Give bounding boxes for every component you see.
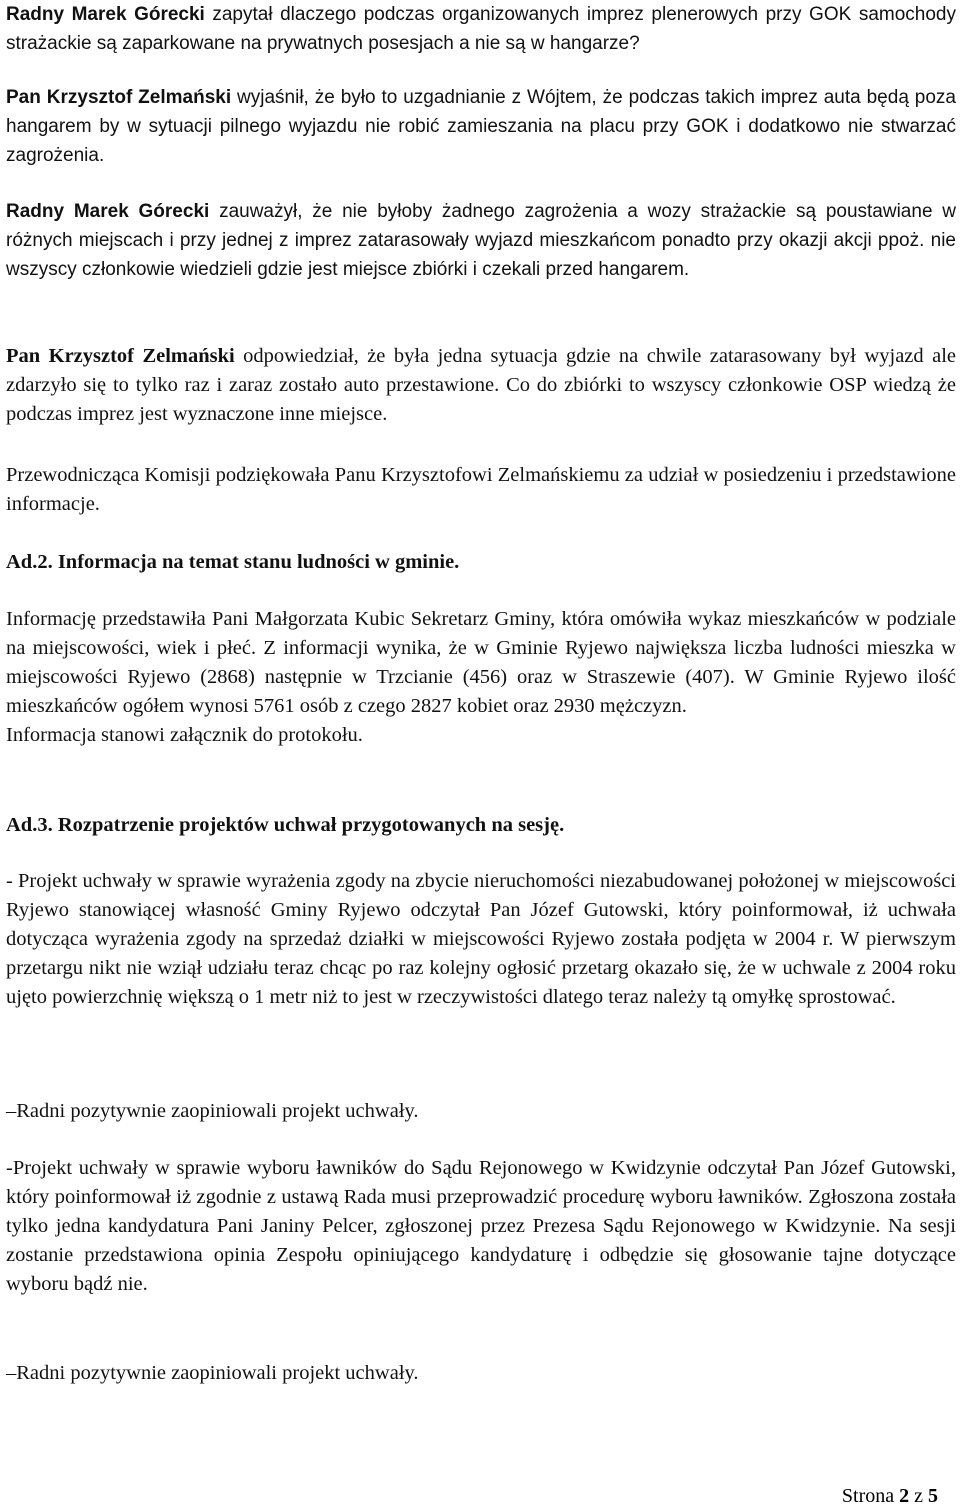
page-number-prefix: Strona: [841, 1485, 900, 1507]
paragraph-project-property: [6, 867, 956, 1012]
paragraph-text: Przewodnicząca Komisji podziękowała Panu Krzysztofowi Zelmańskiemu za udział w posiedzeniu i przedstawione informacje.: [6, 464, 956, 515]
paragraph-thanks: [6, 461, 956, 519]
speaker-name: Radny Marek Górecki: [6, 201, 210, 222]
speaker-name: Pan Krzysztof Zelmański: [6, 345, 235, 367]
paragraph-text-extra: Informacja stanowi załącznik do protokołu.: [6, 724, 363, 746]
section-heading-ad3: Ad.3. Rozpatrzenie projektów uchwał przygotowanych na sesję.: [6, 814, 565, 836]
paragraph-gorecki-question: [6, 0, 956, 58]
paragraph-text: wyjaśnił, że było to uzgadnianie z Wójtem, że podczas takich imprez auta będą poza hangarem by w sytuacji pilnego wyjazdu nie robić zamieszania na placu przy GOK i dodatkowo nie stwarzać zagrożenia.: [6, 87, 956, 166]
paragraph-text: zapytał dlaczego podczas organizowanych imprez plenerowych przy GOK samochody strażackie są zaparkowane na prywatnych posesjach a nie są w hangarze?: [6, 4, 956, 54]
paragraph-text: –Radni pozytywnie zaopiniowali projekt uchwały.: [6, 1362, 419, 1384]
paragraph-text: zauważył, że nie byłoby żadnego zagrożenia a wozy strażackie są poustawiane w różnych miejscach i przy jednej z imprez zatarasowały wyjazd mieszkańcom ponadto przy okazji akcji ppoż. nie wszyscy członkowie wiedzieli gdzie jest miejsce zbiórki i czekali przed hangarem.: [6, 201, 956, 280]
section-heading-ad2: Ad.2. Informacja na temat stanu ludności w gminie.: [6, 551, 460, 573]
paragraph-text: - Projekt uchwały w sprawie wyrażenia zgody na zbycie nieruchomości niezabudowanej położonej w miejscowości Ryjewo stanowiącej własność Gminy Ryjewo odczytał Pan Józef Gutowski, który poinformował, iż uchwała dotycząca wyrażenia zgody na sprzedaż działki w miejscowości Ryjewo została podjęta w 2004 r. W pierwszym przetargu nikt nie wziął udziału teraz chcąc po raz kolejny ogłosić przetarg okazało się, że w uchwale z 2004 roku ujęto powierzchnię większą o 1 metr niż to jest w rzeczywistości dlatego teraz należy tą omyłkę sprostować.: [6, 870, 956, 1008]
page-number-total: 5: [928, 1485, 938, 1507]
page-number-current: 2: [899, 1485, 910, 1507]
paragraph-opinion-2: [6, 1359, 956, 1388]
paragraph-population-info: [6, 605, 956, 750]
paragraph-text: –Radni pozytywnie zaopiniowali projekt uchwały.: [6, 1100, 419, 1122]
page-number-separator: z: [909, 1485, 928, 1507]
page-number: [842, 1484, 938, 1508]
paragraph-opinion-1: [6, 1097, 956, 1126]
paragraph-zelmanski-explanation: [6, 83, 956, 170]
paragraph-text: -Projekt uchwały w sprawie wyboru ławników do Sądu Rejonowego w Kwidzynie odczytał Pan Józef Gutowski, który poinformował iż zgodnie z ustawą Rada musi przeprowadzić procedurę wyboru ławników. Zgłoszona została tylko jedna kandydatura Pani Janiny Pelcer, zgłoszonej przez Prezesa Sądu Rejonowego w Kwidzynie. Na sesji zostanie przedstawiona opinia Zespołu opiniującego kandydaturę i odbędzie się głosowanie tajne dotyczące wyboru bądź nie.: [6, 1157, 956, 1295]
paragraph-project-jurors: [6, 1154, 956, 1299]
speaker-name: Pan Krzysztof Zelmański: [6, 87, 232, 108]
speaker-name: Radny Marek Górecki: [6, 4, 205, 25]
paragraph-text: Informację przedstawiła Pani Małgorzata Kubic Sekretarz Gminy, która omówiła wykaz mieszkańców w podziale na miejscowości, wiek i płeć. Z informacji wynika, że w Gminie Ryjewo największa liczba ludności mieszka w miejscowości Ryjewo (2868) następnie w Trzcianie (456) oraz w Straszewie (407). W Gminie Ryjewo ilość mieszkańców ogółem wynosi 5761 osób z czego 2827 kobiet oraz 2930 mężczyzn.: [6, 608, 956, 717]
paragraph-gorecki-remark: [6, 197, 956, 284]
paragraph-zelmanski-reply: [6, 342, 956, 429]
paragraph-text: odpowiedział, że była jedna sytuacja gdzie na chwile zatarasowany był wyjazd ale zdarzyło się to tylko raz i zaraz zostało auto przestawione. Co do zbiórki to wszyscy członkowie OSP wiedzą że podczas imprez jest wyznaczone inne miejsce.: [6, 345, 956, 425]
